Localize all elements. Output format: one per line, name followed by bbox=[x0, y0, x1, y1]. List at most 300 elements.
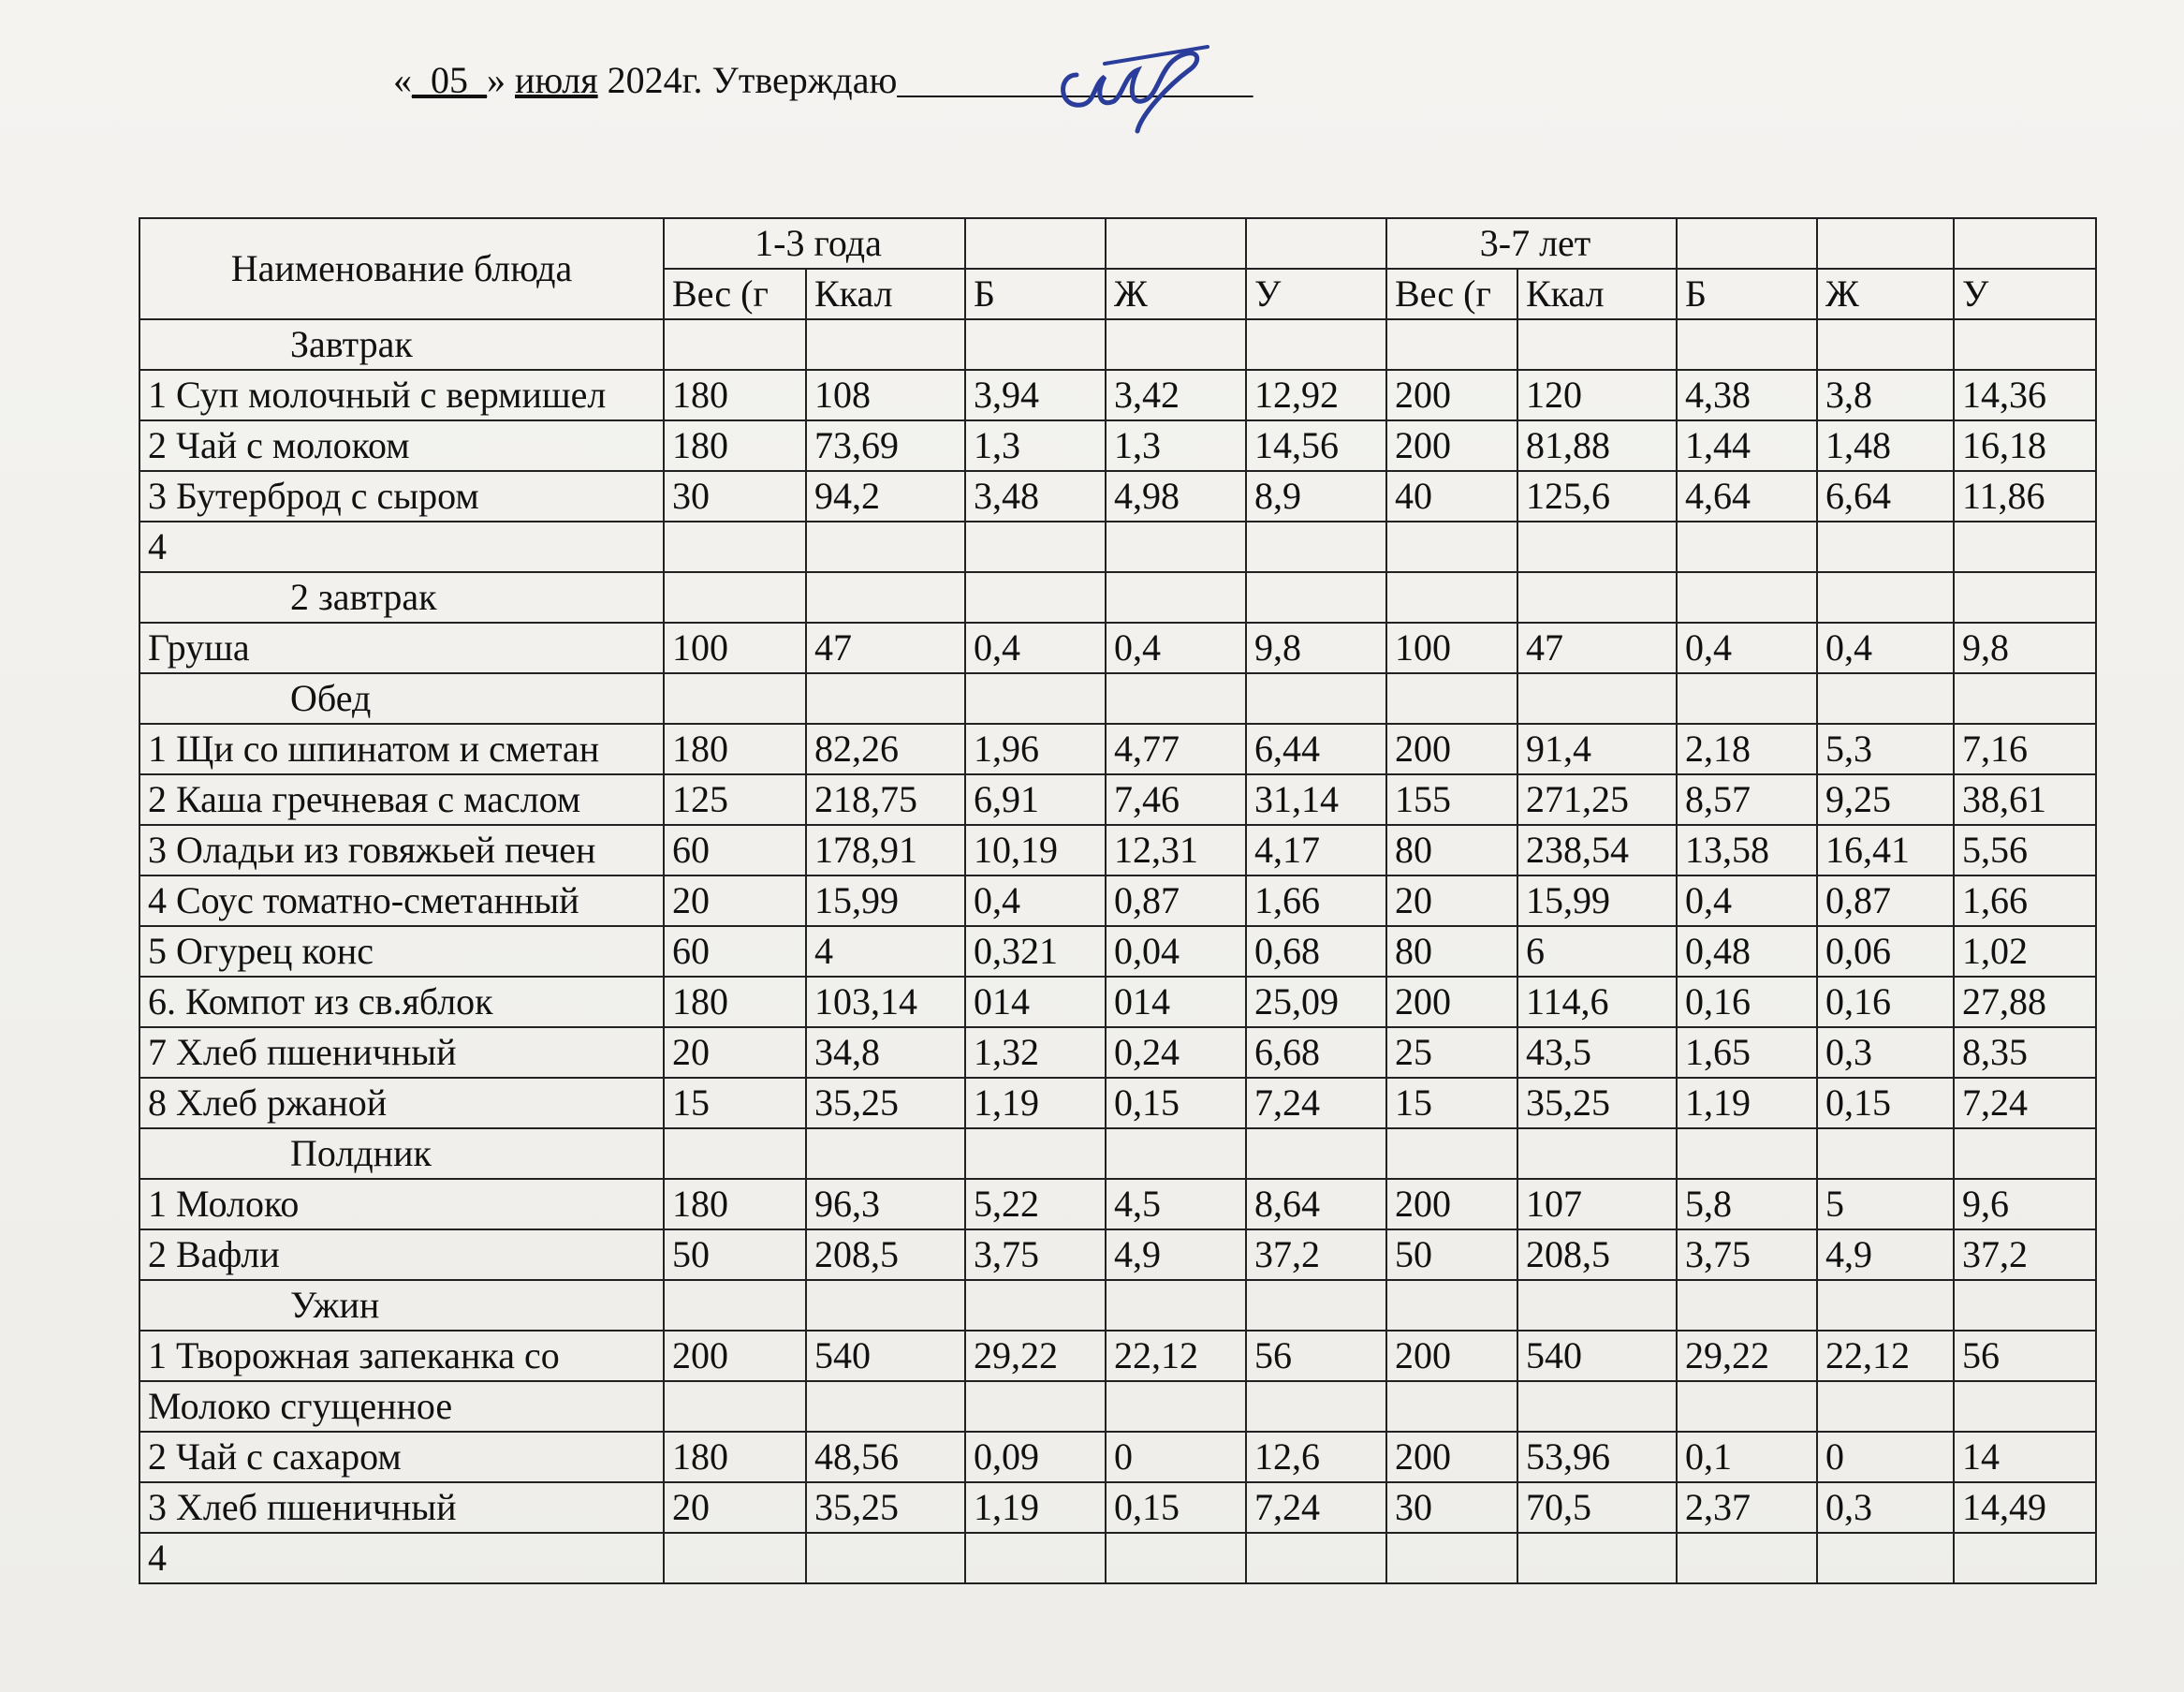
column-header: Вес (г bbox=[664, 269, 806, 319]
table-row bbox=[139, 471, 2096, 522]
value-cell: 5,22 bbox=[965, 1179, 1106, 1229]
dish-name: 2 Каша гречневая с маслом bbox=[139, 774, 664, 825]
section-row bbox=[139, 673, 2096, 724]
value-cell: 1,48 bbox=[1817, 420, 1954, 471]
value-cell bbox=[1517, 572, 1677, 623]
dish-name: 1 Молоко bbox=[139, 1179, 664, 1229]
column-header: Ж bbox=[1106, 269, 1246, 319]
value-cell: 4,98 bbox=[1106, 471, 1246, 522]
value-cell bbox=[1517, 319, 1677, 370]
dish-name: 2 Вафли bbox=[139, 1229, 664, 1280]
value-cell bbox=[664, 1381, 806, 1432]
value-cell: 70,5 bbox=[1517, 1482, 1677, 1533]
value-cell bbox=[1246, 572, 1386, 623]
value-cell: 6,64 bbox=[1817, 471, 1954, 522]
value-cell bbox=[965, 319, 1106, 370]
value-cell: 47 bbox=[1517, 623, 1677, 673]
value-cell: 0,16 bbox=[1817, 977, 1954, 1027]
approval-month: июля bbox=[515, 59, 598, 101]
value-cell: 1,3 bbox=[1106, 420, 1246, 471]
value-cell bbox=[806, 572, 965, 623]
value-cell: 125,6 bbox=[1517, 471, 1677, 522]
value-cell: 0,4 bbox=[1106, 623, 1246, 673]
section-row bbox=[139, 319, 2096, 370]
value-cell: 15 bbox=[664, 1078, 806, 1128]
value-cell: 0,24 bbox=[1106, 1027, 1246, 1078]
value-cell: 7,24 bbox=[1954, 1078, 2096, 1128]
value-cell: 80 bbox=[1386, 825, 1517, 875]
column-header: Ж bbox=[1817, 269, 1954, 319]
table-row bbox=[139, 977, 2096, 1027]
value-cell: 1,66 bbox=[1954, 875, 2096, 926]
dish-name: 4 bbox=[139, 522, 664, 572]
value-cell: 5,3 bbox=[1817, 724, 1954, 774]
value-cell: 0,4 bbox=[1677, 875, 1817, 926]
dish-name: 3 Бутерброд с сыром bbox=[139, 471, 664, 522]
value-cell bbox=[1386, 673, 1517, 724]
value-cell bbox=[1517, 1381, 1677, 1432]
value-cell: 180 bbox=[664, 977, 806, 1027]
table-row bbox=[139, 1331, 2096, 1381]
value-cell bbox=[1954, 673, 2096, 724]
value-cell bbox=[1677, 673, 1817, 724]
value-cell: 9,25 bbox=[1817, 774, 1954, 825]
value-cell: 4 bbox=[806, 926, 965, 977]
value-cell bbox=[806, 1381, 965, 1432]
quote-open: « bbox=[393, 59, 412, 101]
value-cell bbox=[806, 1128, 965, 1179]
value-cell bbox=[1817, 572, 1954, 623]
value-cell bbox=[806, 1533, 965, 1583]
value-cell: 014 bbox=[1106, 977, 1246, 1027]
value-cell: 35,25 bbox=[806, 1482, 965, 1533]
value-cell bbox=[1386, 1381, 1517, 1432]
column-header: Ккал bbox=[806, 269, 965, 319]
value-cell: 8,35 bbox=[1954, 1027, 2096, 1078]
value-cell: 200 bbox=[1386, 1432, 1517, 1482]
value-cell: 40 bbox=[1386, 471, 1517, 522]
value-cell bbox=[1677, 1280, 1817, 1331]
value-cell: 103,14 bbox=[806, 977, 965, 1027]
table-row bbox=[139, 623, 2096, 673]
value-cell: 56 bbox=[1246, 1331, 1386, 1381]
value-cell bbox=[664, 1533, 806, 1583]
dish-name: 1 Творожная запеканка со bbox=[139, 1331, 664, 1381]
value-cell: 3,75 bbox=[1677, 1229, 1817, 1280]
value-cell: 27,88 bbox=[1954, 977, 2096, 1027]
value-cell: 180 bbox=[664, 724, 806, 774]
table-row bbox=[139, 1482, 2096, 1533]
value-cell bbox=[664, 673, 806, 724]
value-cell bbox=[1517, 1128, 1677, 1179]
group-header-3-7: 3-7 лет bbox=[1386, 218, 1677, 269]
value-cell: 3,75 bbox=[965, 1229, 1106, 1280]
meal-section-title: Полдник bbox=[139, 1128, 664, 1179]
value-cell: 43,5 bbox=[1517, 1027, 1677, 1078]
value-cell: 200 bbox=[1386, 370, 1517, 420]
value-cell: 0,48 bbox=[1677, 926, 1817, 977]
value-cell bbox=[1106, 673, 1246, 724]
value-cell bbox=[1246, 522, 1386, 572]
value-cell: 81,88 bbox=[1517, 420, 1677, 471]
value-cell bbox=[1677, 1533, 1817, 1583]
value-cell: 0,04 bbox=[1106, 926, 1246, 977]
column-header: Б bbox=[1677, 269, 1817, 319]
dish-name: 2 Чай с молоком bbox=[139, 420, 664, 471]
value-cell bbox=[664, 1128, 806, 1179]
value-cell: 35,25 bbox=[806, 1078, 965, 1128]
value-cell: 0,15 bbox=[1817, 1078, 1954, 1128]
table-row bbox=[139, 825, 2096, 875]
value-cell bbox=[1517, 1533, 1677, 1583]
value-cell bbox=[1386, 1280, 1517, 1331]
value-cell bbox=[1677, 522, 1817, 572]
value-cell: 50 bbox=[664, 1229, 806, 1280]
value-cell: 15,99 bbox=[806, 875, 965, 926]
value-cell: 1,66 bbox=[1246, 875, 1386, 926]
value-cell bbox=[965, 1128, 1106, 1179]
value-cell: 4,9 bbox=[1817, 1229, 1954, 1280]
value-cell: 4,5 bbox=[1106, 1179, 1246, 1229]
value-cell: 2,18 bbox=[1677, 724, 1817, 774]
value-cell: 6,91 bbox=[965, 774, 1106, 825]
table-row bbox=[139, 1381, 2096, 1432]
value-cell: 94,2 bbox=[806, 471, 965, 522]
value-cell: 5 bbox=[1817, 1179, 1954, 1229]
value-cell bbox=[1386, 1128, 1517, 1179]
value-cell: 0,4 bbox=[1817, 623, 1954, 673]
value-cell: 014 bbox=[965, 977, 1106, 1027]
value-cell: 9,8 bbox=[1954, 623, 2096, 673]
value-cell bbox=[1677, 572, 1817, 623]
value-cell: 11,86 bbox=[1954, 471, 2096, 522]
value-cell: 12,6 bbox=[1246, 1432, 1386, 1482]
value-cell bbox=[1954, 1381, 2096, 1432]
section-row bbox=[139, 572, 2096, 623]
value-cell bbox=[1246, 1533, 1386, 1583]
section-row bbox=[139, 1280, 2096, 1331]
value-cell: 218,75 bbox=[806, 774, 965, 825]
value-cell bbox=[1106, 522, 1246, 572]
value-cell: 155 bbox=[1386, 774, 1517, 825]
value-cell: 82,26 bbox=[806, 724, 965, 774]
value-cell: 53,96 bbox=[1517, 1432, 1677, 1482]
value-cell bbox=[1106, 1533, 1246, 1583]
dish-name: 6. Компот из св.яблок bbox=[139, 977, 664, 1027]
value-cell: 20 bbox=[1386, 875, 1517, 926]
column-header: У bbox=[1246, 269, 1386, 319]
value-cell: 1,19 bbox=[1677, 1078, 1817, 1128]
table-row bbox=[139, 1432, 2096, 1482]
value-cell bbox=[1817, 1280, 1954, 1331]
value-cell: 29,22 bbox=[1677, 1331, 1817, 1381]
value-cell: 96,3 bbox=[806, 1179, 965, 1229]
table-header-row bbox=[139, 218, 2096, 269]
value-cell: 38,61 bbox=[1954, 774, 2096, 825]
value-cell: 540 bbox=[1517, 1331, 1677, 1381]
value-cell: 2,37 bbox=[1677, 1482, 1817, 1533]
value-cell: 0,09 bbox=[965, 1432, 1106, 1482]
value-cell: 0,3 bbox=[1817, 1482, 1954, 1533]
approval-day: _05_ bbox=[412, 59, 487, 101]
value-cell bbox=[1386, 522, 1517, 572]
value-cell bbox=[1386, 1533, 1517, 1583]
value-cell bbox=[965, 522, 1106, 572]
value-cell bbox=[1677, 1381, 1817, 1432]
value-cell: 0 bbox=[1817, 1432, 1954, 1482]
value-cell: 0 bbox=[1106, 1432, 1246, 1482]
dish-name: 2 Чай с сахаром bbox=[139, 1432, 664, 1482]
value-cell bbox=[806, 1280, 965, 1331]
value-cell bbox=[1954, 319, 2096, 370]
dish-name: 3 Хлеб пшеничный bbox=[139, 1482, 664, 1533]
value-cell: 14,49 bbox=[1954, 1482, 2096, 1533]
value-cell bbox=[1246, 1280, 1386, 1331]
value-cell: 1,19 bbox=[965, 1482, 1106, 1533]
value-cell: 48,56 bbox=[806, 1432, 965, 1482]
value-cell bbox=[1954, 1128, 2096, 1179]
value-cell: 180 bbox=[664, 1432, 806, 1482]
value-cell: 4,17 bbox=[1246, 825, 1386, 875]
value-cell: 1,65 bbox=[1677, 1027, 1817, 1078]
value-cell: 15,99 bbox=[1517, 875, 1677, 926]
value-cell: 47 bbox=[806, 623, 965, 673]
value-cell bbox=[1954, 1280, 2096, 1331]
value-cell: 37,2 bbox=[1246, 1229, 1386, 1280]
value-cell: 56 bbox=[1954, 1331, 2096, 1381]
section-row bbox=[139, 1128, 2096, 1179]
value-cell: 60 bbox=[664, 825, 806, 875]
value-cell: 0,15 bbox=[1106, 1482, 1246, 1533]
value-cell bbox=[806, 319, 965, 370]
value-cell: 120 bbox=[1517, 370, 1677, 420]
value-cell: 31,14 bbox=[1246, 774, 1386, 825]
value-cell: 0,16 bbox=[1677, 977, 1817, 1027]
value-cell: 100 bbox=[664, 623, 806, 673]
value-cell: 29,22 bbox=[965, 1331, 1106, 1381]
value-cell bbox=[1246, 1381, 1386, 1432]
value-cell: 1,32 bbox=[965, 1027, 1106, 1078]
value-cell: 200 bbox=[1386, 420, 1517, 471]
table-row bbox=[139, 774, 2096, 825]
value-cell bbox=[1517, 522, 1677, 572]
value-cell bbox=[965, 572, 1106, 623]
value-cell: 1,19 bbox=[965, 1078, 1106, 1128]
value-cell bbox=[1106, 319, 1246, 370]
value-cell: 208,5 bbox=[1517, 1229, 1677, 1280]
value-cell: 4,64 bbox=[1677, 471, 1817, 522]
dish-name-header: Наименование блюда bbox=[139, 218, 664, 319]
value-cell: 108 bbox=[806, 370, 965, 420]
value-cell: 8,57 bbox=[1677, 774, 1817, 825]
value-cell: 180 bbox=[664, 420, 806, 471]
value-cell: 30 bbox=[664, 471, 806, 522]
approval-year-text: 2024г. Утверждаю bbox=[597, 59, 898, 101]
value-cell: 22,12 bbox=[1817, 1331, 1954, 1381]
table-row bbox=[139, 1078, 2096, 1128]
value-cell: 9,8 bbox=[1246, 623, 1386, 673]
value-cell bbox=[1246, 1128, 1386, 1179]
value-cell bbox=[1517, 1280, 1677, 1331]
value-cell bbox=[1817, 522, 1954, 572]
value-cell bbox=[1817, 1381, 1954, 1432]
value-cell: 0,3 bbox=[1817, 1027, 1954, 1078]
table-row bbox=[139, 1179, 2096, 1229]
dish-name: 1 Суп молочный с вермишел bbox=[139, 370, 664, 420]
value-cell bbox=[1517, 673, 1677, 724]
value-cell: 0,4 bbox=[965, 623, 1106, 673]
table-row bbox=[139, 522, 2096, 572]
value-cell bbox=[1677, 1128, 1817, 1179]
value-cell: 7,24 bbox=[1246, 1482, 1386, 1533]
value-cell: 7,16 bbox=[1954, 724, 2096, 774]
dish-name: 4 bbox=[139, 1533, 664, 1583]
value-cell bbox=[965, 1381, 1106, 1432]
value-cell bbox=[664, 572, 806, 623]
value-cell bbox=[1106, 572, 1246, 623]
value-cell: 80 bbox=[1386, 926, 1517, 977]
value-cell: 15 bbox=[1386, 1078, 1517, 1128]
dish-name: 3 Оладьи из говяжьей печен bbox=[139, 825, 664, 875]
meal-section-title: 2 завтрак bbox=[139, 572, 664, 623]
value-cell: 4,9 bbox=[1106, 1229, 1246, 1280]
value-cell: 0,1 bbox=[1677, 1432, 1817, 1482]
value-cell: 208,5 bbox=[806, 1229, 965, 1280]
value-cell: 30 bbox=[1386, 1482, 1517, 1533]
value-cell: 25 bbox=[1386, 1027, 1517, 1078]
value-cell bbox=[965, 1280, 1106, 1331]
approval-blank: ___________________ bbox=[897, 59, 1253, 101]
value-cell: 1,44 bbox=[1677, 420, 1817, 471]
value-cell bbox=[1386, 572, 1517, 623]
value-cell: 14,36 bbox=[1954, 370, 2096, 420]
value-cell: 0,15 bbox=[1106, 1078, 1246, 1128]
value-cell: 0,87 bbox=[1817, 875, 1954, 926]
value-cell bbox=[1246, 319, 1386, 370]
dish-name: 4 Соус томатно-сметанный bbox=[139, 875, 664, 926]
value-cell: 13,58 bbox=[1677, 825, 1817, 875]
value-cell: 540 bbox=[806, 1331, 965, 1381]
value-cell: 5,56 bbox=[1954, 825, 2096, 875]
value-cell bbox=[1677, 319, 1817, 370]
value-cell bbox=[1817, 319, 1954, 370]
value-cell: 4,77 bbox=[1106, 724, 1246, 774]
value-cell: 0,321 bbox=[965, 926, 1106, 977]
value-cell: 73,69 bbox=[806, 420, 965, 471]
table-row bbox=[139, 875, 2096, 926]
value-cell: 91,4 bbox=[1517, 724, 1677, 774]
table-row bbox=[139, 420, 2096, 471]
value-cell bbox=[965, 1533, 1106, 1583]
meal-section-title: Ужин bbox=[139, 1280, 664, 1331]
dish-name: 5 Огурец конс bbox=[139, 926, 664, 977]
value-cell bbox=[1386, 319, 1517, 370]
value-cell: 0,06 bbox=[1817, 926, 1954, 977]
value-cell: 20 bbox=[664, 1027, 806, 1078]
value-cell: 35,25 bbox=[1517, 1078, 1677, 1128]
value-cell: 180 bbox=[664, 1179, 806, 1229]
value-cell: 114,6 bbox=[1517, 977, 1677, 1027]
value-cell: 6,44 bbox=[1246, 724, 1386, 774]
value-cell: 125 bbox=[664, 774, 806, 825]
value-cell bbox=[1246, 673, 1386, 724]
value-cell: 50 bbox=[1386, 1229, 1517, 1280]
value-cell: 3,8 bbox=[1817, 370, 1954, 420]
value-cell: 3,94 bbox=[965, 370, 1106, 420]
value-cell: 3,42 bbox=[1106, 370, 1246, 420]
group-header-1-3: 1-3 года bbox=[664, 218, 965, 269]
value-cell: 34,8 bbox=[806, 1027, 965, 1078]
value-cell: 0,4 bbox=[1677, 623, 1817, 673]
dish-name: 8 Хлеб ржаной bbox=[139, 1078, 664, 1128]
value-cell: 107 bbox=[1517, 1179, 1677, 1229]
value-cell: 3,48 bbox=[965, 471, 1106, 522]
value-cell: 12,31 bbox=[1106, 825, 1246, 875]
value-cell: 14,56 bbox=[1246, 420, 1386, 471]
value-cell: 9,6 bbox=[1954, 1179, 2096, 1229]
column-header: У bbox=[1954, 269, 2096, 319]
value-cell bbox=[664, 319, 806, 370]
value-cell bbox=[1954, 1533, 2096, 1583]
value-cell bbox=[1954, 572, 2096, 623]
table-row bbox=[139, 926, 2096, 977]
value-cell: 200 bbox=[664, 1331, 806, 1381]
value-cell: 10,19 bbox=[965, 825, 1106, 875]
value-cell: 200 bbox=[1386, 1179, 1517, 1229]
value-cell: 7,24 bbox=[1246, 1078, 1386, 1128]
quote-close: » bbox=[487, 59, 515, 101]
dish-name: 1 Щи со шпинатом и сметан bbox=[139, 724, 664, 774]
value-cell: 25,09 bbox=[1246, 977, 1386, 1027]
value-cell bbox=[1817, 1533, 1954, 1583]
value-cell: 0,87 bbox=[1106, 875, 1246, 926]
value-cell: 16,41 bbox=[1817, 825, 1954, 875]
value-cell: 5,8 bbox=[1677, 1179, 1817, 1229]
value-cell: 22,12 bbox=[1106, 1331, 1246, 1381]
value-cell: 1,02 bbox=[1954, 926, 2096, 977]
value-cell: 60 bbox=[664, 926, 806, 977]
value-cell bbox=[664, 1280, 806, 1331]
value-cell: 16,18 bbox=[1954, 420, 2096, 471]
column-header: Вес (г bbox=[1386, 269, 1517, 319]
value-cell bbox=[1817, 1128, 1954, 1179]
value-cell: 200 bbox=[1386, 977, 1517, 1027]
value-cell: 200 bbox=[1386, 724, 1517, 774]
dish-name: Молоко сгущенное bbox=[139, 1381, 664, 1432]
value-cell: 200 bbox=[1386, 1331, 1517, 1381]
column-header: Ккал bbox=[1517, 269, 1677, 319]
value-cell bbox=[1106, 1280, 1246, 1331]
table-row bbox=[139, 370, 2096, 420]
value-cell: 4,38 bbox=[1677, 370, 1817, 420]
value-cell: 1,3 bbox=[965, 420, 1106, 471]
value-cell: 0,68 bbox=[1246, 926, 1386, 977]
table-row bbox=[139, 724, 2096, 774]
value-cell: 37,2 bbox=[1954, 1229, 2096, 1280]
value-cell: 20 bbox=[664, 1482, 806, 1533]
value-cell: 20 bbox=[664, 875, 806, 926]
value-cell bbox=[965, 673, 1106, 724]
meal-section-title: Обед bbox=[139, 673, 664, 724]
meal-section-title: Завтрак bbox=[139, 319, 664, 370]
value-cell: 12,92 bbox=[1246, 370, 1386, 420]
table-row bbox=[139, 1229, 2096, 1280]
value-cell bbox=[664, 522, 806, 572]
value-cell: 8,64 bbox=[1246, 1179, 1386, 1229]
column-header: Б bbox=[965, 269, 1106, 319]
table-row bbox=[139, 1533, 2096, 1583]
value-cell: 7,46 bbox=[1106, 774, 1246, 825]
